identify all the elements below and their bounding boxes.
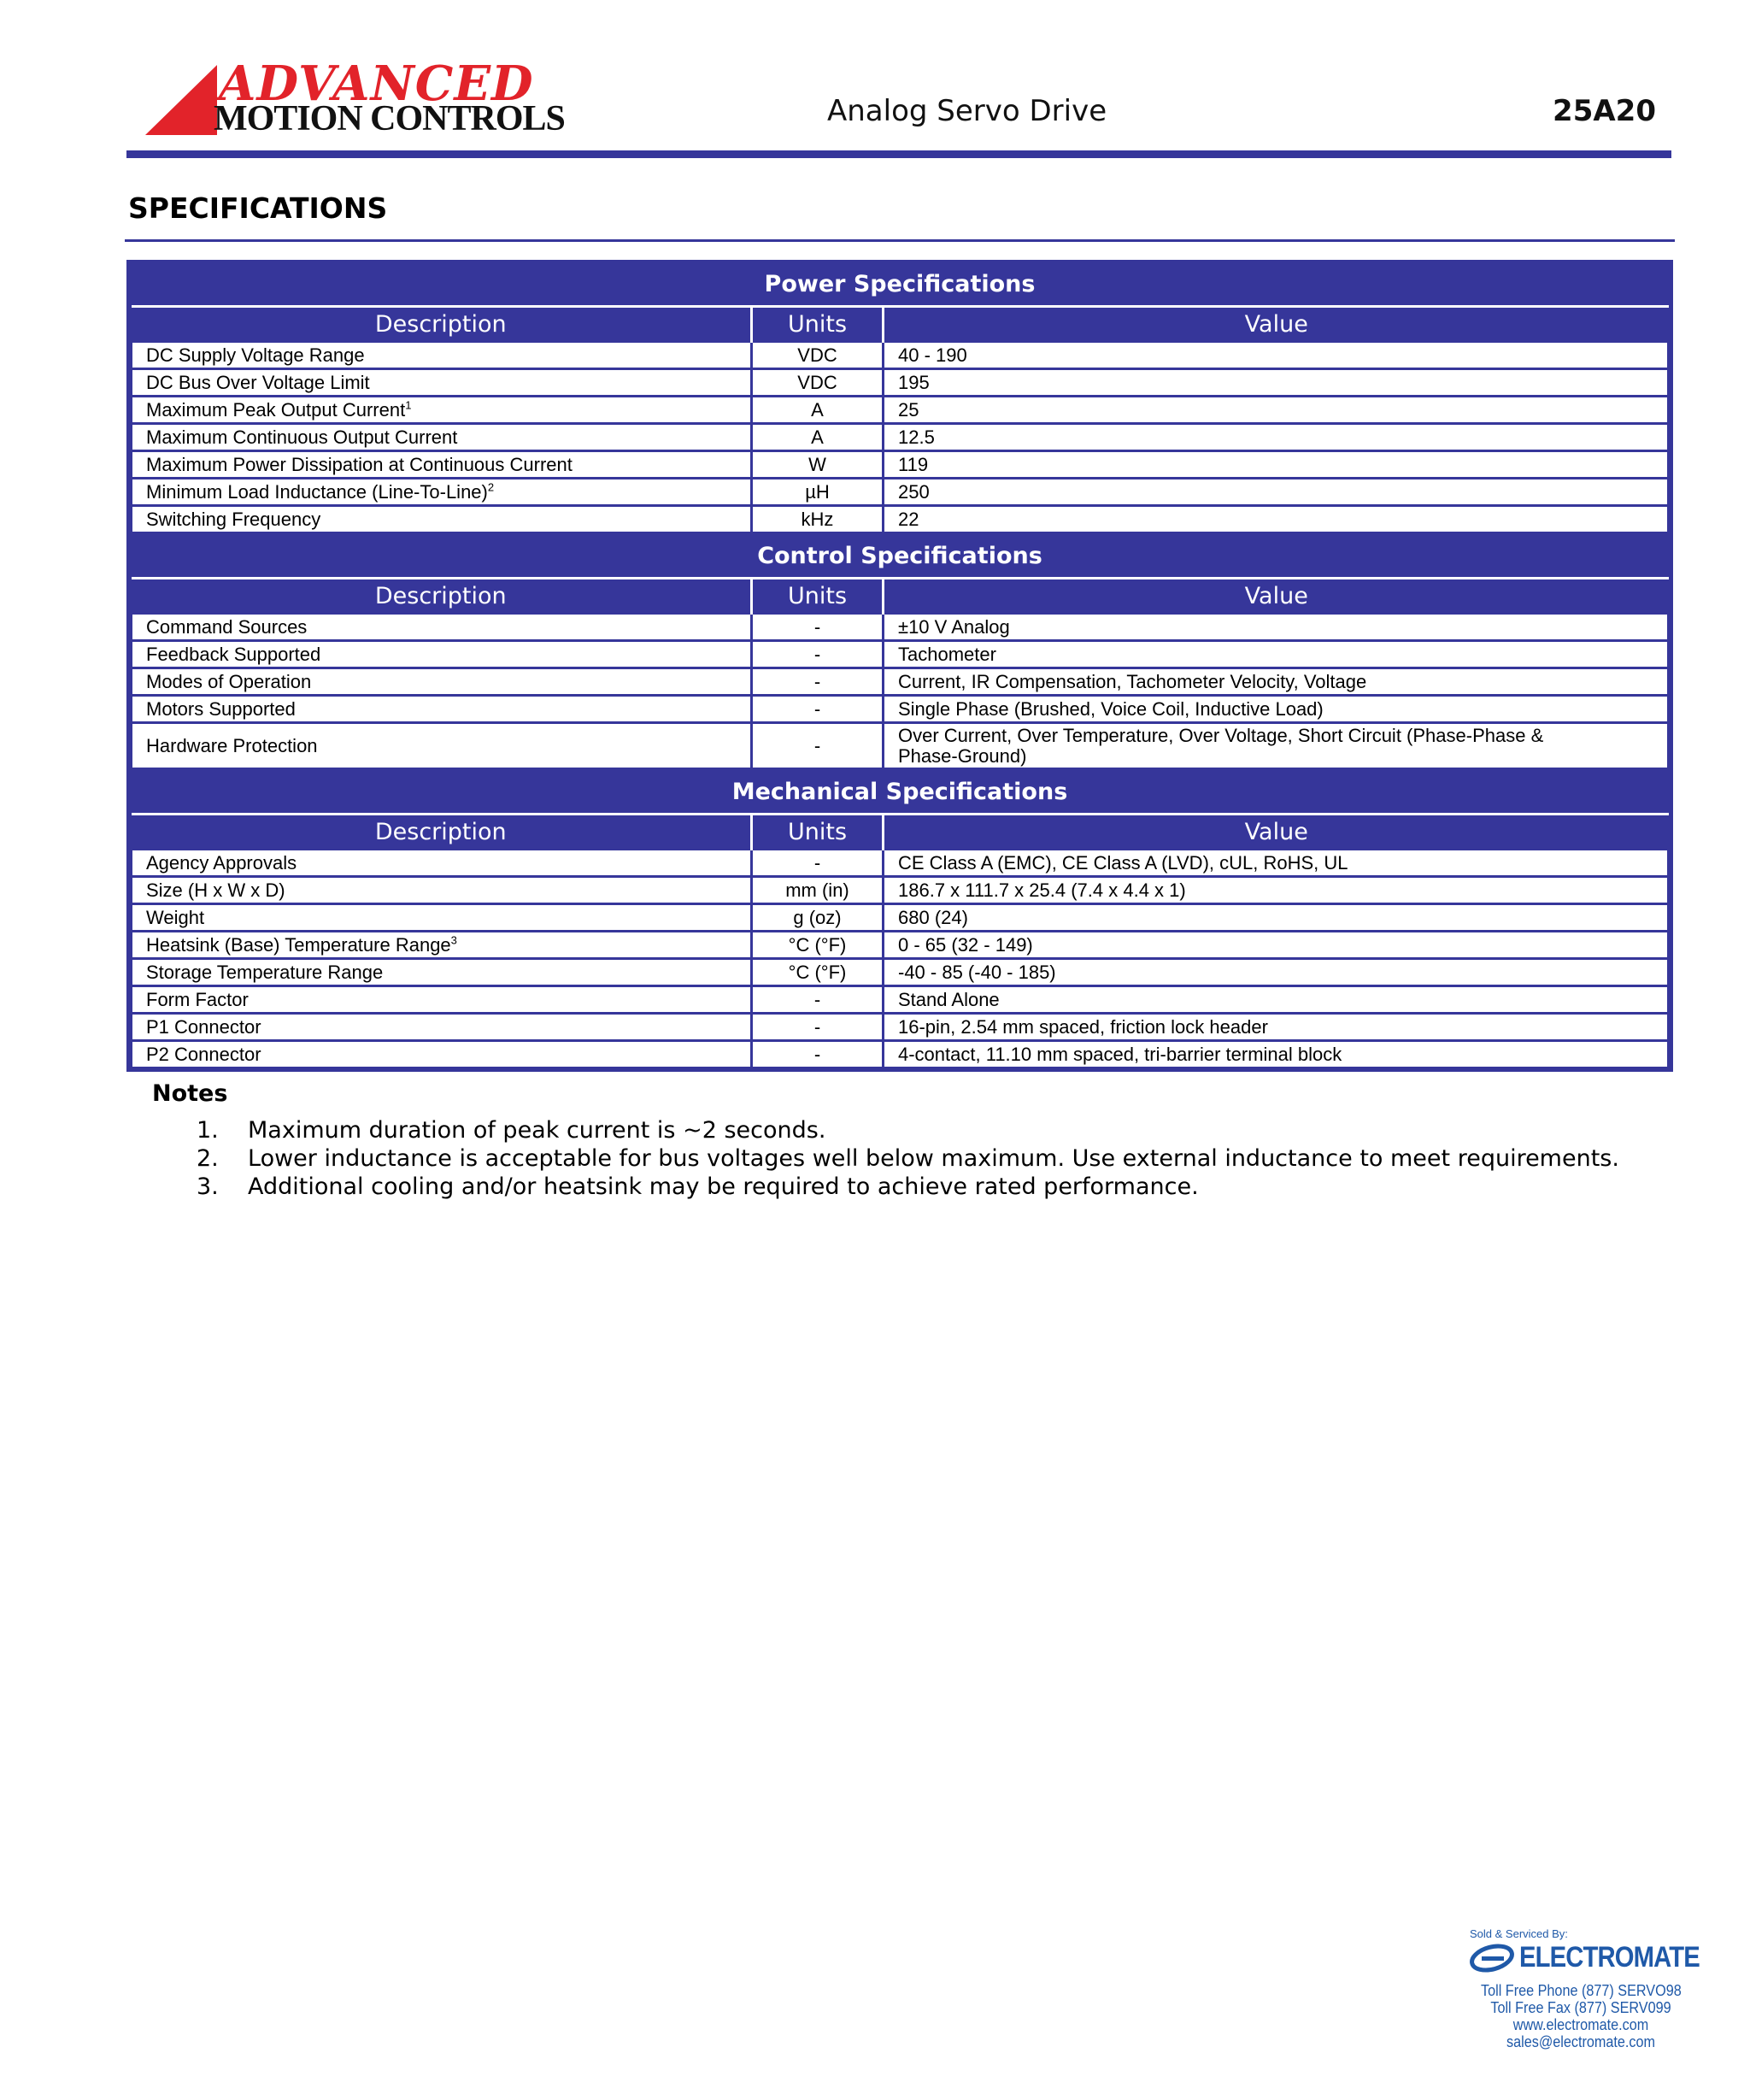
control-spec-table <box>130 534 1670 770</box>
row-units: VDC <box>752 369 884 397</box>
row-value: Tachometer <box>884 641 1669 668</box>
notes-title: Notes <box>152 1080 228 1107</box>
dealer-name: ELECTROMATE <box>1519 1941 1700 1974</box>
sold-by-label: Sold & Serviced By: <box>1470 1927 1568 1940</box>
table-row <box>132 424 1669 451</box>
mechanical-spec-table <box>130 770 1670 1069</box>
row-description: Maximum Power Dissipation at Continuous Current <box>132 451 752 479</box>
row-value: 40 - 190 <box>884 342 1669 369</box>
column-header-units: Units <box>752 307 884 342</box>
section-title: SPECIFICATIONS <box>128 191 388 225</box>
table-row <box>132 668 1669 696</box>
mechanical-spec-title: Mechanical Specifications <box>132 770 1669 815</box>
control-spec-title: Control Specifications <box>132 534 1669 579</box>
row-units: - <box>752 850 884 877</box>
dealer-email-link[interactable]: sales@electromate.com <box>1506 2033 1656 2050</box>
note-number: 2. <box>197 1145 219 1172</box>
table-row <box>132 1014 1669 1041</box>
note-item <box>197 1173 1619 1201</box>
row-value: 250 <box>884 479 1669 506</box>
row-value: Single Phase (Brushed, Voice Coil, Inductive Load) <box>884 696 1669 723</box>
row-description: Maximum Peak Output Current$^1$ <box>132 397 752 424</box>
table-row <box>132 641 1669 668</box>
row-units: g (oz) <box>752 904 884 932</box>
column-header-value: Value <box>884 815 1669 850</box>
row-units: W <box>752 451 884 479</box>
note-number: 3. <box>197 1174 219 1200</box>
row-value: 22 <box>884 506 1669 533</box>
footnote-ref: 1 <box>405 398 412 412</box>
row-units: - <box>752 986 884 1014</box>
row-value: Stand Alone <box>884 986 1669 1014</box>
table-row <box>132 932 1669 959</box>
model-number: 25A20 <box>1553 94 1656 128</box>
power-spec-title: Power Specifications <box>132 262 1669 307</box>
note-number: 1. <box>197 1117 219 1144</box>
row-description: P1 Connector <box>132 1014 752 1041</box>
row-units: mm (in) <box>752 877 884 904</box>
table-row <box>132 451 1669 479</box>
row-description: Motors Supported <box>132 696 752 723</box>
row-units: °C (°F) <box>752 932 884 959</box>
row-description: Form Factor <box>132 986 752 1014</box>
note-item <box>197 1144 1619 1173</box>
row-description: Hardware Protection <box>132 723 752 769</box>
row-value: 680 (24) <box>884 904 1669 932</box>
table-row <box>132 904 1669 932</box>
row-units: µH <box>752 479 884 506</box>
row-units: - <box>752 614 884 641</box>
table-row <box>132 369 1669 397</box>
table-row <box>132 1041 1669 1068</box>
row-units: VDC <box>752 342 884 369</box>
dealer-phone: Toll Free Phone (877) SERVO98 <box>1481 1982 1682 1999</box>
row-description: DC Supply Voltage Range <box>132 342 752 369</box>
row-value: -40 - 85 (-40 - 185) <box>884 959 1669 986</box>
row-value: 0 - 65 (32 - 149) <box>884 932 1669 959</box>
row-description: Weight <box>132 904 752 932</box>
row-description: Modes of Operation <box>132 668 752 696</box>
row-value: ±10 V Analog <box>884 614 1669 641</box>
row-value: Current, IR Compensation, Tachometer Velocity, Voltage <box>884 668 1669 696</box>
company-logo <box>144 56 565 138</box>
specifications-table <box>126 260 1673 1072</box>
row-value: 119 <box>884 451 1669 479</box>
note-item <box>197 1116 1619 1144</box>
table-row <box>132 986 1669 1014</box>
row-description: Heatsink (Base) Temperature Range$^3$ <box>132 932 752 959</box>
electromate-logo-icon <box>1470 1943 1518 1974</box>
row-value: CE Class A (EMC), CE Class A (LVD), cUL, RoHS, UL <box>884 850 1669 877</box>
row-value: 195 <box>884 369 1669 397</box>
column-header-description: Description <box>132 307 752 342</box>
logo-text-advanced: ADVANCED <box>219 56 534 112</box>
row-description: Minimum Load Inductance (Line-To-Line)$^2$ <box>132 479 752 506</box>
header-divider <box>126 150 1671 158</box>
table-row <box>132 877 1669 904</box>
table-row <box>132 723 1669 769</box>
row-description: Size (H x W x D) <box>132 877 752 904</box>
row-units: kHz <box>752 506 884 533</box>
column-header-value: Value <box>884 307 1669 342</box>
notes-list <box>197 1116 1619 1201</box>
column-header-value: Value <box>884 579 1669 614</box>
column-header-description: Description <box>132 815 752 850</box>
table-row <box>132 342 1669 369</box>
note-text: Lower inductance is acceptable for bus voltages well below maximum. Use external inductance to meet requirements. <box>248 1145 1619 1172</box>
note-text: Maximum duration of peak current is ~2 seconds. <box>248 1117 826 1144</box>
row-description: P2 Connector <box>132 1041 752 1068</box>
footnote-ref: 2 <box>487 480 495 494</box>
row-units: - <box>752 641 884 668</box>
row-value: 12.5 <box>884 424 1669 451</box>
row-value: 4-contact, 11.10 mm spaced, tri-barrier terminal block <box>884 1041 1669 1068</box>
dealer-brand <box>1470 1941 1700 1975</box>
column-header-units: Units <box>752 579 884 614</box>
row-description: Command Sources <box>132 614 752 641</box>
document-title: Analog Servo Drive <box>827 94 1107 128</box>
row-value <box>884 723 1669 769</box>
table-row <box>132 506 1669 533</box>
row-units: A <box>752 397 884 424</box>
row-description: Feedback Supported <box>132 641 752 668</box>
row-description: Agency Approvals <box>132 850 752 877</box>
row-units: - <box>752 723 884 769</box>
column-header-units: Units <box>752 815 884 850</box>
row-units: - <box>752 668 884 696</box>
section-divider <box>125 239 1675 242</box>
row-description: Storage Temperature Range <box>132 959 752 986</box>
row-value-line: Phase-Ground) <box>898 744 1027 767</box>
power-spec-table <box>130 262 1670 534</box>
table-row <box>132 959 1669 986</box>
footnote-ref: 3 <box>450 933 457 947</box>
row-value: 25 <box>884 397 1669 424</box>
row-units: - <box>752 696 884 723</box>
row-units: - <box>752 1014 884 1041</box>
row-value: 16-pin, 2.54 mm spaced, friction lock header <box>884 1014 1669 1041</box>
row-value-line: Over Current, Over Temperature, Over Voltage, Short Circuit (Phase-Phase & <box>898 724 1544 746</box>
table-row <box>132 479 1669 506</box>
row-units: - <box>752 1041 884 1068</box>
dealer-fax: Toll Free Fax (877) SERV099 <box>1490 1999 1671 2016</box>
dealer-website-link[interactable]: www.electromate.com <box>1512 2016 1649 2033</box>
table-row <box>132 614 1669 641</box>
row-description: Switching Frequency <box>132 506 752 533</box>
column-header-description: Description <box>132 579 752 614</box>
row-units: °C (°F) <box>752 959 884 986</box>
row-description: DC Bus Over Voltage Limit <box>132 369 752 397</box>
row-value: 186.7 x 111.7 x 25.4 (7.4 x 4.4 x 1) <box>884 877 1669 904</box>
table-row <box>132 696 1669 723</box>
logo-text-motion-controls: MOTION CONTROLS <box>214 99 565 138</box>
table-row <box>132 850 1669 877</box>
row-units: A <box>752 424 884 451</box>
note-text: Additional cooling and/or heatsink may be required to achieve rated performance. <box>248 1174 1199 1200</box>
row-description: Maximum Continuous Output Current <box>132 424 752 451</box>
table-row <box>132 397 1669 424</box>
